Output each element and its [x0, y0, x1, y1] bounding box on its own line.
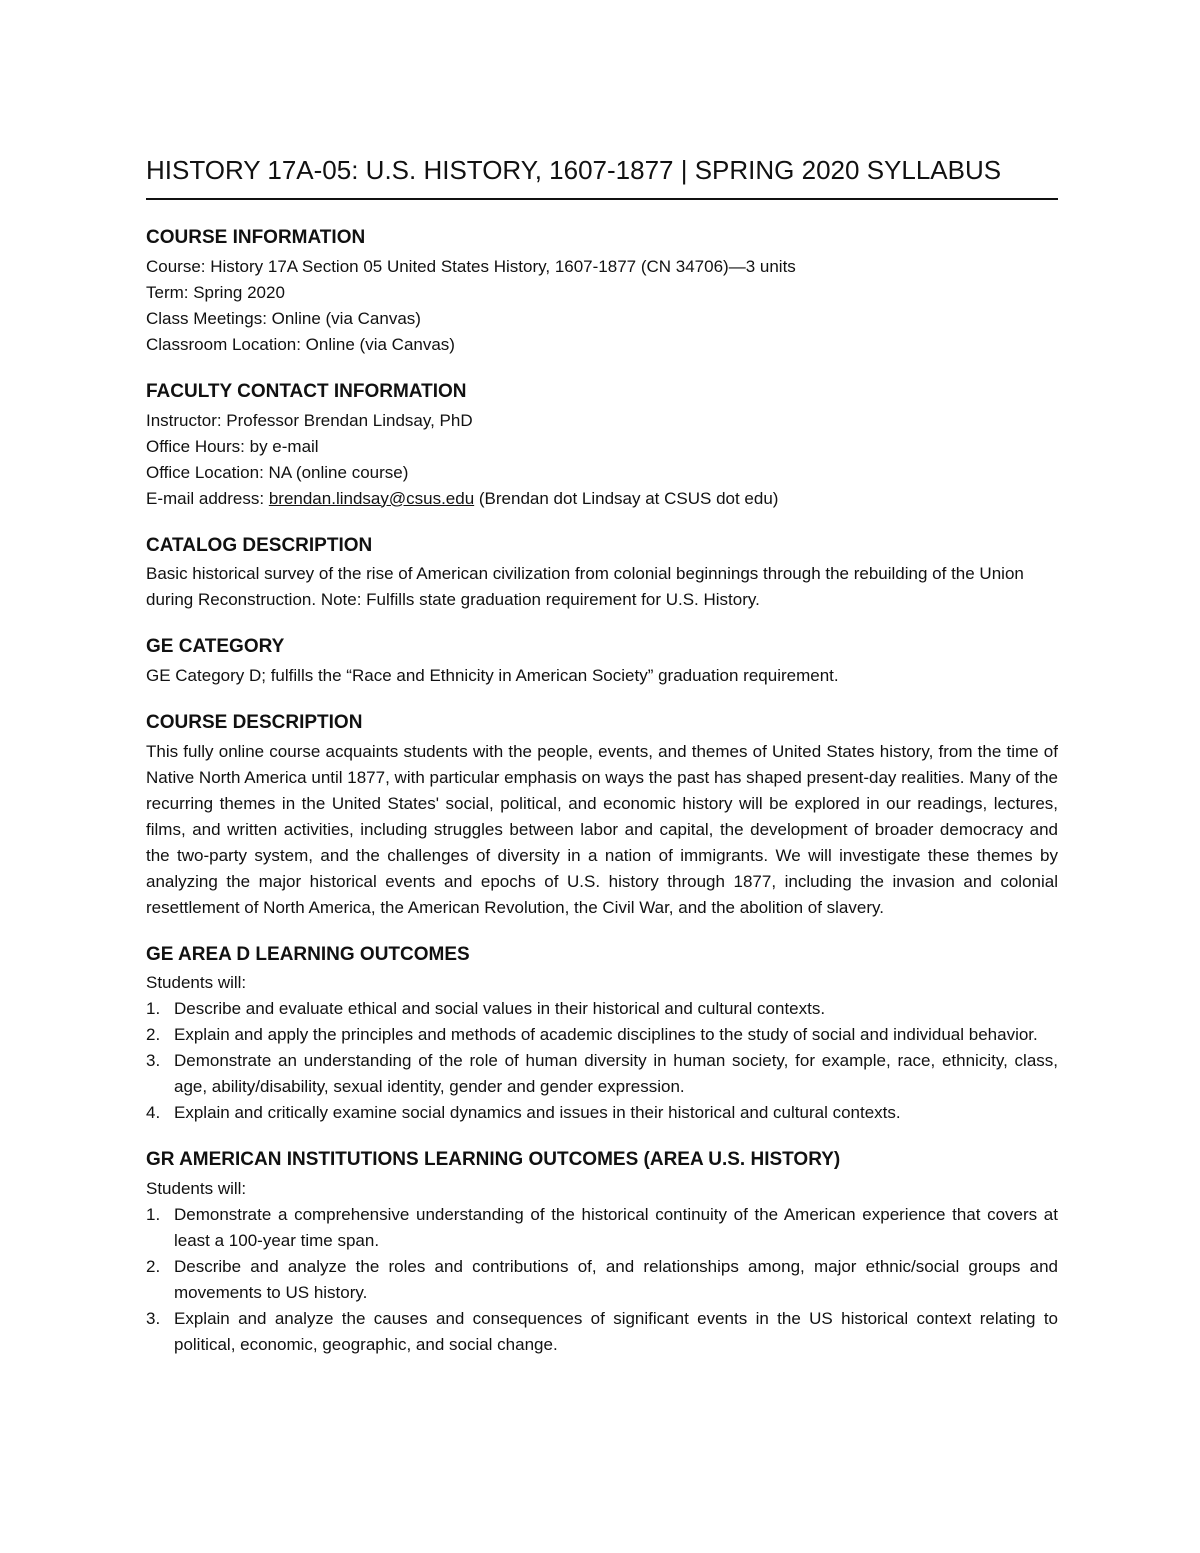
- section-heading: CATALOG DESCRIPTION: [146, 534, 373, 556]
- section-heading: COURSE INFORMATION: [146, 227, 366, 249]
- outcomes-list: [146, 1202, 1058, 1358]
- item-number: 2.: [146, 1025, 161, 1045]
- list-item: [146, 1254, 1058, 1306]
- catalog-description-section: [146, 534, 1058, 614]
- item-number: 3.: [146, 1051, 161, 1071]
- section-heading: GR AMERICAN INSTITUTIONS LEARNING OUTCOMES (AREA U.S. HISTORY): [146, 1149, 841, 1171]
- course-information-section: [146, 226, 1058, 358]
- item-text: Demonstrate an understanding of the role of human diversity in human society, for example, race, ethnicity, class, age, ability/disability, sexual identity, gender and gender expression.: [174, 1051, 1058, 1097]
- email-note: (Brendan dot Lindsay at CSUS dot edu): [474, 488, 779, 508]
- item-text: Demonstrate a comprehensive understanding of the historical continuity of the American experience that covers at least a 100-year time span.: [174, 1205, 1058, 1250]
- item-number: 1.: [146, 999, 161, 1019]
- office-hours-line: Office Hours: by e-mail: [146, 436, 319, 456]
- class-meetings-line: Class Meetings: Online (via Canvas): [146, 308, 421, 328]
- email-line: [146, 486, 1058, 512]
- list-item: [146, 996, 1058, 1022]
- item-number: 2.: [146, 1257, 161, 1276]
- item-text: Explain and critically examine social dynamics and issues in their historical and cultural contexts.: [174, 1103, 901, 1123]
- outcomes-intro: Students will:: [146, 973, 247, 993]
- course-line: Course: History 17A Section 05 United States History, 1607-1877 (CN 34706)—3 units: [146, 256, 796, 276]
- outcomes-list: [146, 996, 1058, 1126]
- item-text: Describe and evaluate ethical and social values in their historical and cultural contexts.: [174, 999, 826, 1019]
- course-description-section: [146, 711, 1058, 921]
- item-number: 1.: [146, 1205, 161, 1224]
- ge-category-section: [146, 635, 1058, 689]
- catalog-text: Basic historical survey of the rise of American civilization from colonial beginnings through the rebuilding of the Union during Reconstruction. Note: Fulfills state graduation requirement for U.S. History.: [146, 564, 1024, 610]
- ge-outcomes-section: [146, 943, 1058, 1127]
- classroom-location-line: Classroom Location: Online (via Canvas): [146, 334, 455, 354]
- section-heading: COURSE DESCRIPTION: [146, 711, 363, 733]
- email-link[interactable]: brendan.lindsay@csus.edu: [268, 488, 475, 508]
- faculty-contact-section: [146, 380, 1058, 512]
- term-line: Term: Spring 2020: [146, 282, 285, 302]
- item-text: Explain and analyze the causes and consequences of significant events in the US historical context relating to political, economic, geographic, and social change.: [174, 1309, 1058, 1354]
- item-number: 4.: [146, 1103, 161, 1123]
- list-item: [146, 1048, 1058, 1100]
- item-text: Explain and apply the principles and methods of academic disciplines to the study of social and individual behavior.: [174, 1025, 1038, 1045]
- list-item: [146, 1202, 1058, 1254]
- syllabus-page: [146, 155, 1058, 1358]
- list-item: [146, 1306, 1058, 1358]
- item-text: Describe and analyze the roles and contributions of, and relationships among, major ethnic/social groups and movements to US history.: [174, 1257, 1058, 1302]
- section-heading: FACULTY CONTACT INFORMATION: [146, 380, 467, 402]
- email-label: E-mail address:: [146, 488, 269, 508]
- course-description-text: This fully online course acquaints students with the people, events, and themes of United States history, from the time of Native North America until 1877, with particular emphasis on ways the past has shaped present-day realities. Many of the recurring themes in the United States' social, political, and economic history will be explored in our readings, lectures, films, and written activities, including struggles between labor and capital, the development of broader democracy and the two-party system, and the challenges of diversity in a nation of immigrants. We will investigate these themes by analyzing the major historical events and epochs of U.S. history through 1877, including the invasion and colonial resettlement of North America, the American Revolution, the Civil War, and the abolition of slavery.: [146, 741, 1058, 917]
- page-title: HISTORY 17A-05: U.S. HISTORY, 1607-1877 | SPRING 2020 SYLLABUS: [146, 155, 1058, 200]
- instructor-line: Instructor: Professor Brendan Lindsay, PhD: [146, 410, 473, 430]
- section-heading: GE AREA D LEARNING OUTCOMES: [146, 943, 470, 965]
- ge-category-text: GE Category D; fulfills the “Race and Ethnicity in American Society” graduation requirement.: [146, 665, 839, 685]
- outcomes-intro: Students will:: [146, 1179, 247, 1198]
- gr-outcomes-section: [146, 1148, 1058, 1358]
- section-heading: GE CATEGORY: [146, 636, 285, 658]
- list-item: [146, 1100, 1058, 1126]
- list-item: [146, 1022, 1058, 1048]
- item-number: 3.: [146, 1309, 161, 1328]
- office-location-line: Office Location: NA (online course): [146, 462, 409, 482]
